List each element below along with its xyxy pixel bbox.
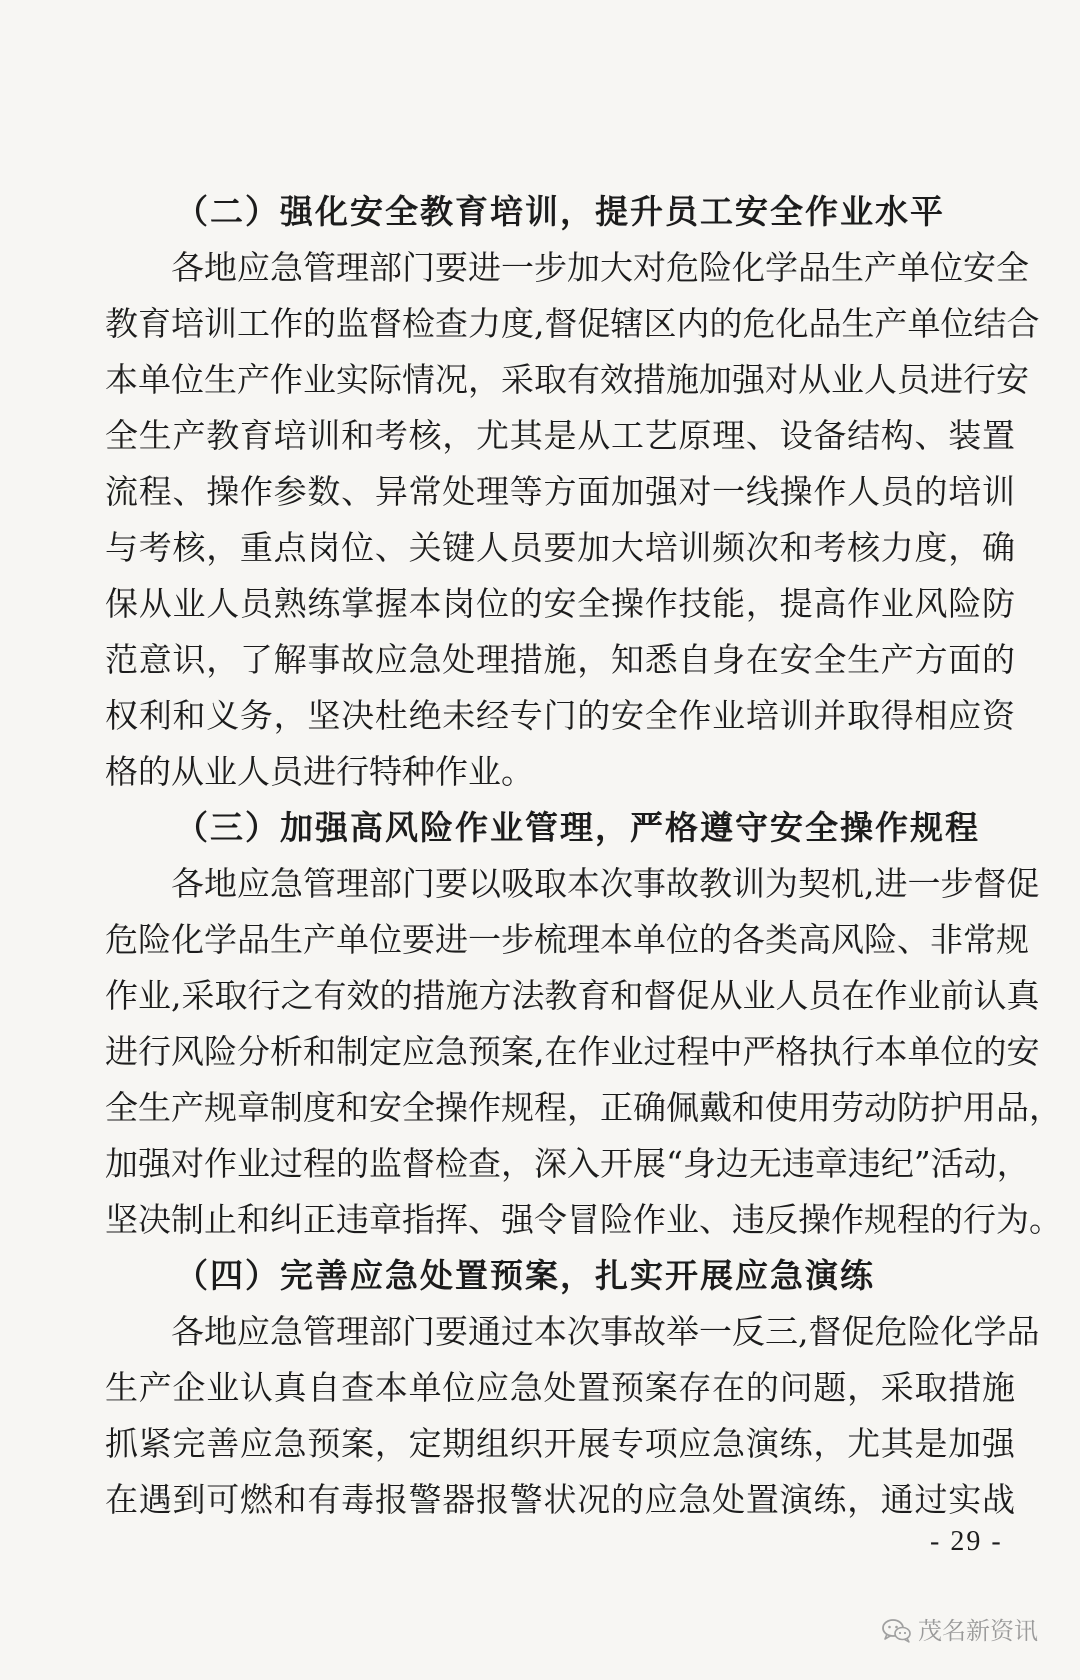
watermark-text: 茂名新资讯 bbox=[918, 1617, 1038, 1645]
document-body bbox=[105, 184, 1062, 1528]
watermark bbox=[882, 1615, 1038, 1647]
section-heading: （三）加强高风险作业管理，严格遵守安全操作规程 bbox=[175, 808, 980, 847]
section-paragraph bbox=[105, 1304, 1040, 1528]
paragraph-line: 在遇到可燃和有毒报警器报警状况的应急处置演练，通过实战 bbox=[105, 1480, 1015, 1519]
paragraph-line: 各地应急管理部门要以吸取本次事故教训为契机,进一步督促 bbox=[171, 864, 1040, 903]
paragraph-line: 各地应急管理部门要通过本次事故举一反三,督促危险化学品 bbox=[171, 1312, 1040, 1351]
paragraph-line: 各地应急管理部门要进一步加大对危险化学品生产单位安全 bbox=[171, 248, 1029, 287]
paragraph-line: 保从业人员熟练掌握本岗位的安全操作技能，提高作业风险防 bbox=[105, 584, 1015, 623]
paragraph-line: 教育培训工作的监督检查力度,督促辖区内的危化品生产单位结合 bbox=[105, 304, 1040, 343]
section-4 bbox=[105, 1248, 1040, 1528]
paragraph-line: 危险化学品生产单位要进一步梳理本单位的各类高风险、非常规 bbox=[105, 920, 1029, 959]
section-heading: （二）强化安全教育培训，提升员工安全作业水平 bbox=[175, 192, 945, 231]
paragraph-line: 格的从业人员进行特种作业。 bbox=[105, 752, 534, 791]
paragraph-line: 生产企业认真自查本单位应急处置预案存在的问题，采取措施 bbox=[105, 1368, 1015, 1407]
paragraph-line: 坚决制止和纠正违章指挥、强令冒险作业、违反操作规程的行为。 bbox=[105, 1200, 1062, 1239]
paragraph-line: 流程、操作参数、异常处理等方面加强对一线操作人员的培训 bbox=[105, 472, 1015, 511]
paragraph-line: 范意识，了解事故应急处理措施，知悉自身在安全生产方面的 bbox=[105, 640, 1015, 679]
paragraph-line: 加强对作业过程的监督检查，深入开展“身边无违章违纪”活动， bbox=[105, 1144, 1030, 1183]
wechat-icon bbox=[882, 1618, 912, 1644]
paragraph-line: 进行风险分析和制定应急预案,在作业过程中严格执行本单位的安 bbox=[105, 1032, 1040, 1071]
paragraph-line: 本单位生产作业实际情况，采取有效措施加强对从业人员进行安 bbox=[105, 360, 1029, 399]
section-paragraph bbox=[105, 240, 1040, 800]
paragraph-line: 抓紧完善应急预案，定期组织开展专项应急演练，尤其是加强 bbox=[105, 1424, 1015, 1463]
section-3 bbox=[105, 800, 1062, 1248]
paragraph-line: 权利和义务，坚决杜绝未经专门的安全作业培训并取得相应资 bbox=[105, 696, 1015, 735]
section-2 bbox=[105, 184, 1040, 800]
paragraph-line: 作业,采取行之有效的措施方法教育和督促从业人员在作业前认真 bbox=[105, 976, 1040, 1015]
paragraph-line: 全生产规章制度和安全操作规程，正确佩戴和使用劳动防护用品， bbox=[105, 1088, 1062, 1127]
page-number: - 29 - bbox=[930, 1526, 1003, 1557]
section-paragraph bbox=[105, 856, 1062, 1248]
section-heading: （四）完善应急处置预案，扎实开展应急演练 bbox=[175, 1256, 875, 1295]
paragraph-line: 全生产教育培训和考核，尤其是从工艺原理、设备结构、装置 bbox=[105, 416, 1015, 455]
paragraph-line: 与考核，重点岗位、关键人员要加大培训频次和考核力度，确 bbox=[105, 528, 1015, 567]
